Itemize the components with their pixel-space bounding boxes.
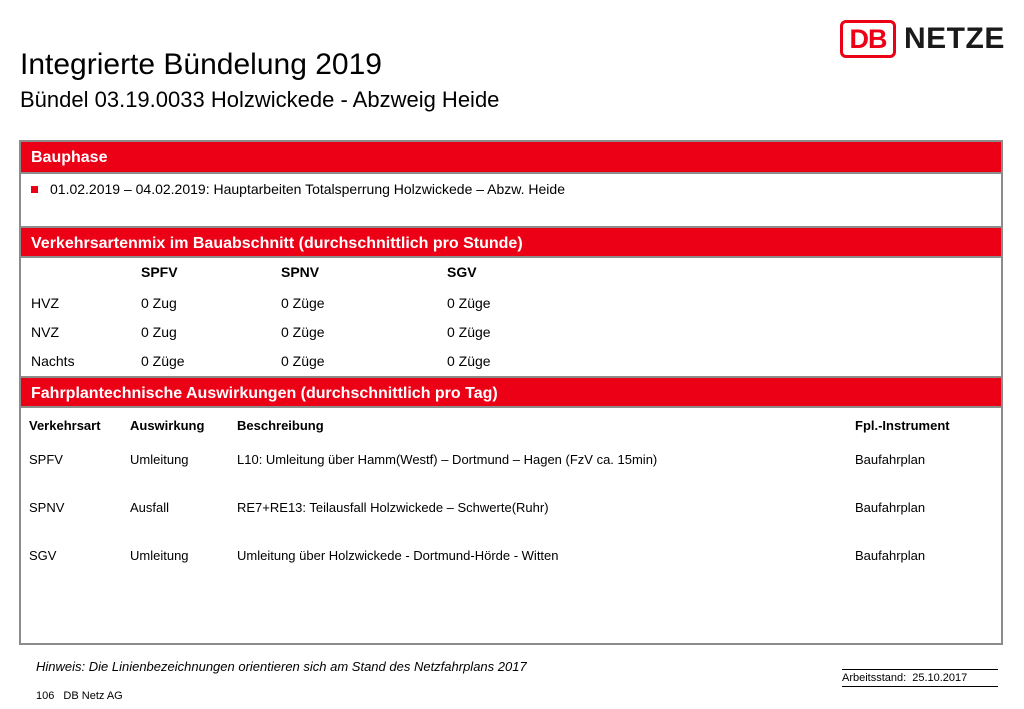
netze-wordmark: NETZE: [904, 22, 1005, 55]
arbeitsstand-label: Arbeitsstand:: [842, 672, 907, 684]
table-cell: 0 Züge: [141, 353, 185, 369]
fahrplan-table: [21, 410, 1001, 588]
table-cell: SPFV: [29, 452, 63, 467]
column-header: Verkehrsart: [29, 418, 101, 433]
table-cell: 0 Zug: [141, 295, 177, 311]
table-row: [21, 492, 1001, 540]
table-cell: 0 Züge: [447, 324, 491, 340]
table-cell: Nachts: [31, 353, 75, 369]
table-row: [21, 289, 1001, 318]
table-cell: Umleitung: [130, 452, 189, 467]
table-cell: HVZ: [31, 295, 59, 311]
table-cell: Umleitung über Holzwickede - Dortmund-Hörde - Witten: [237, 548, 559, 563]
table-row: [21, 444, 1001, 492]
company-name: DB Netz AG: [63, 690, 123, 702]
arbeitsstand: [842, 669, 998, 687]
bullet-icon: [31, 186, 38, 193]
arbeitsstand-date: 25.10.2017: [912, 672, 968, 684]
verkehrsmix-table: [21, 260, 1001, 376]
footnote-hint: Hinweis: Die Linienbezeichnungen orientieren sich am Stand des Netzfahrplans 2017: [36, 659, 527, 674]
page-number: 106: [36, 690, 55, 702]
column-header: SGV: [447, 264, 477, 280]
table-cell: 0 Züge: [281, 353, 325, 369]
table-cell: 0 Züge: [447, 353, 491, 369]
db-netze-logo: [840, 20, 1010, 60]
table-header-row: [21, 410, 1001, 444]
table-cell: 0 Zug: [141, 324, 177, 340]
table-cell: RE7+RE13: Teilausfall Holzwickede – Schwerte(Ruhr): [237, 500, 549, 515]
table-row: [21, 347, 1001, 376]
column-header: SPNV: [281, 264, 320, 280]
table-cell: L10: Umleitung über Hamm(Westf) – Dortmund – Hagen (FzV ca. 15min): [237, 452, 658, 467]
divider: [842, 686, 998, 687]
table-cell: Umleitung: [130, 548, 189, 563]
content-panel: [19, 140, 1003, 645]
table-cell: NVZ: [31, 324, 59, 340]
table-cell: Baufahrplan: [855, 548, 926, 563]
footer-company: [36, 690, 123, 702]
table-cell: Baufahrplan: [855, 500, 926, 515]
section-heading-verkehrsmix: Verkehrsartenmix im Bauabschnitt (durchschnittlich pro Stunde): [21, 226, 1001, 258]
table-header-row: [21, 260, 1001, 289]
section-heading-bauphase: Bauphase: [21, 142, 1001, 174]
column-header: Fpl.-Instrument: [855, 418, 950, 433]
table-row: [21, 540, 1001, 588]
page-subtitle: Bündel 03.19.0033 Holzwickede - Abzweig Heide: [20, 87, 500, 112]
column-header: Beschreibung: [237, 418, 324, 433]
table-row: [21, 318, 1001, 347]
page-title: Integrierte Bündelung 2019: [20, 48, 382, 81]
bauphase-item: [31, 180, 565, 198]
table-cell: 0 Züge: [281, 295, 325, 311]
arbeitsstand-text: [842, 670, 998, 686]
table-cell: 0 Züge: [447, 295, 491, 311]
table-cell: Ausfall: [130, 500, 170, 515]
table-cell: SPNV: [29, 500, 65, 515]
bauphase-item-text: 01.02.2019 – 04.02.2019: Hauptarbeiten Totalsperrung Holzwickede – Abzw. Heide: [50, 181, 565, 197]
table-cell: SGV: [29, 548, 57, 563]
db-logo-mark: DB: [840, 20, 896, 58]
section-heading-fahrplan: Fahrplantechnische Auswirkungen (durchschnittlich pro Tag): [21, 376, 1001, 408]
column-header: SPFV: [141, 264, 178, 280]
column-header: Auswirkung: [130, 418, 205, 433]
table-cell: 0 Züge: [281, 324, 325, 340]
table-cell: Baufahrplan: [855, 452, 926, 467]
